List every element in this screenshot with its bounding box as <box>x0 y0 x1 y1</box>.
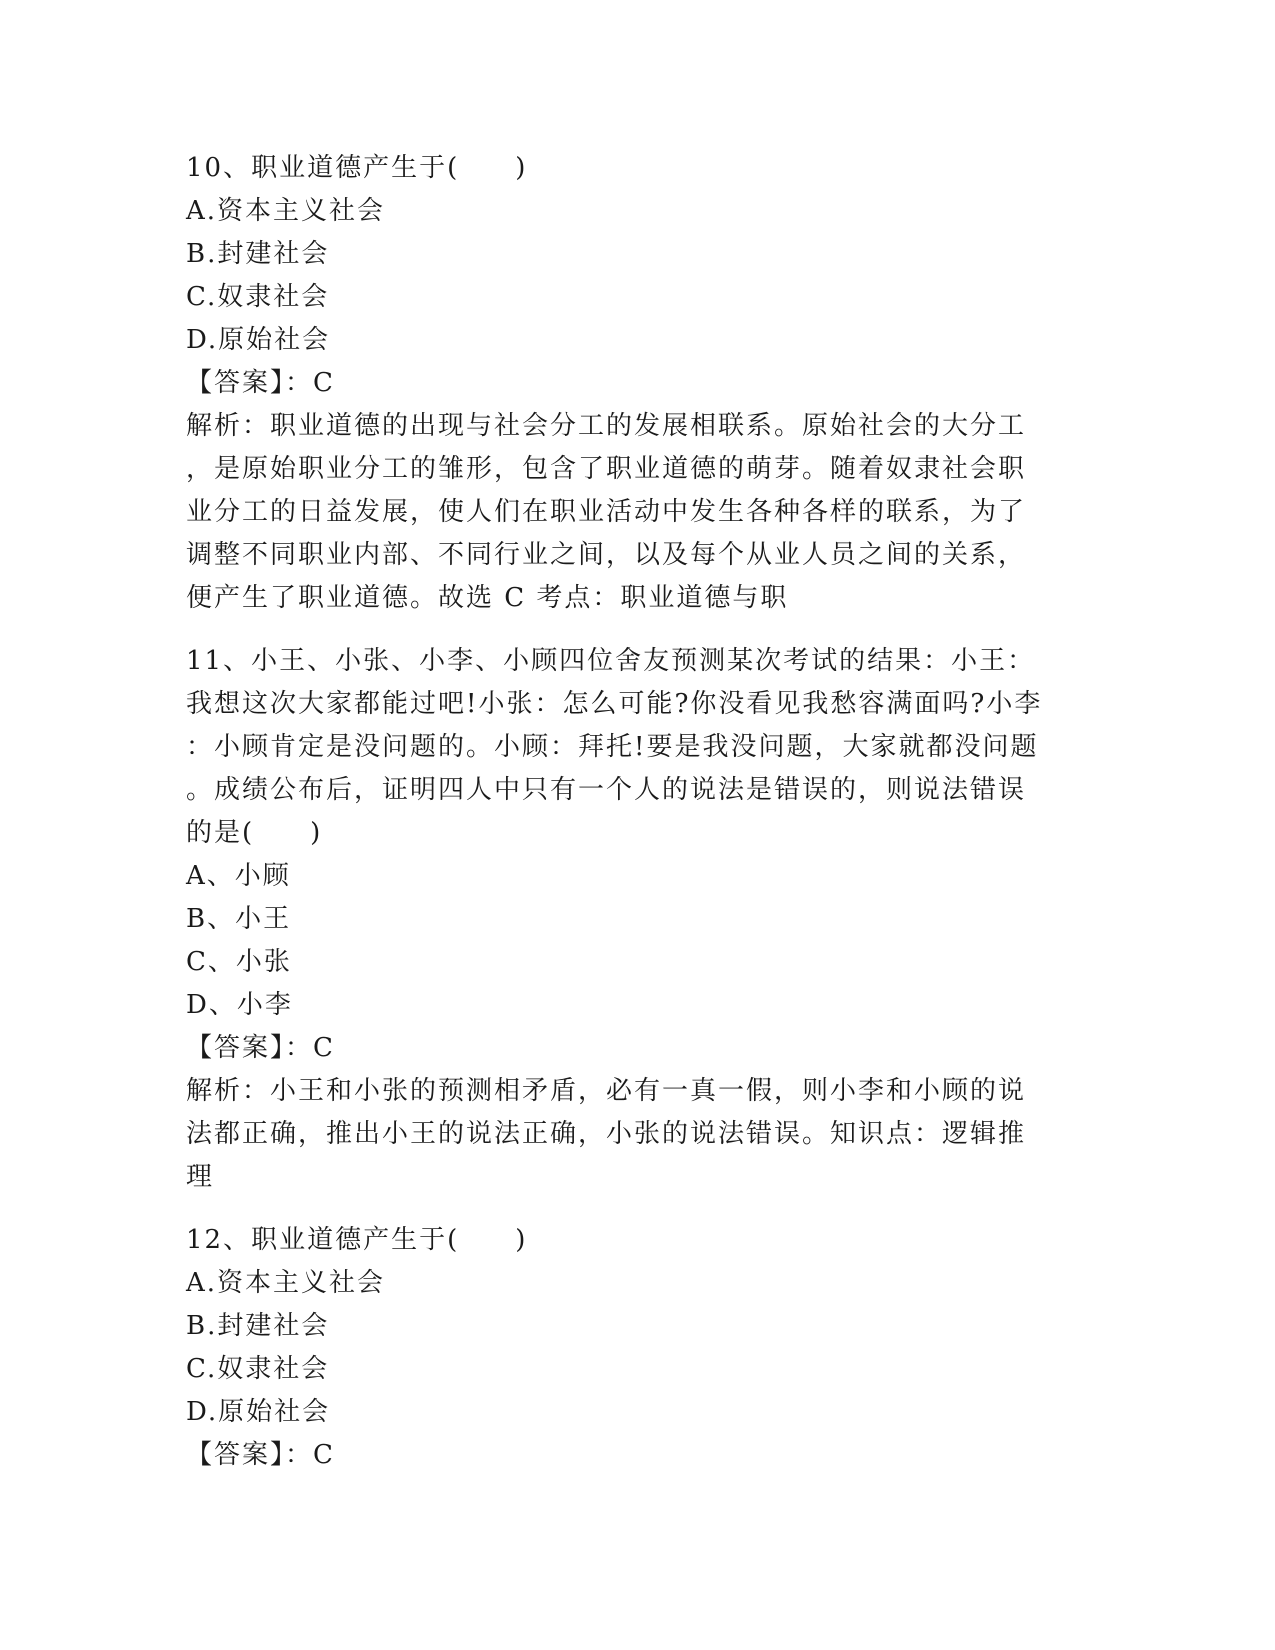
answer-line: 【答案】：C <box>186 368 335 398</box>
option-d: D.原始社会 <box>186 325 331 355</box>
document-content <box>186 147 1066 1477</box>
option-b: B.封建社会 <box>186 239 330 269</box>
question-spacer <box>186 620 1066 640</box>
option-c: C、小张 <box>186 947 292 977</box>
explanation-line: 解析：职业道德的出现与社会分工的发展相联系。原始社会的大分工 <box>186 411 1027 441</box>
explanation-line: 解析：小王和小张的预测相矛盾，必有一真一假，则小李和小顾的说 <box>186 1076 1027 1106</box>
option-b: B、小王 <box>186 904 292 934</box>
option-d: D、小李 <box>186 990 293 1020</box>
option-b: B.封建社会 <box>186 1311 330 1341</box>
option-d: D.原始社会 <box>186 1397 331 1427</box>
option-a: A、小顾 <box>186 861 291 891</box>
explanation-line: 理 <box>186 1162 215 1192</box>
question-11 <box>186 640 1066 1199</box>
question-10 <box>186 147 1066 620</box>
option-a: A.资本主义社会 <box>186 1268 386 1298</box>
question-stem: 12、职业道德产生于( ) <box>186 1225 528 1255</box>
question-stem: 我想这次大家都能过吧!小张：怎么可能?你没看见我愁容满面吗?小李 <box>186 689 1043 719</box>
question-stem: ：小顾肯定是没问题的。小顾：拜托!要是我没问题，大家就都没问题 <box>186 732 1039 762</box>
option-a: A.资本主义社会 <box>186 196 386 226</box>
explanation-line: 便产生了职业道德。故选 C 考点：职业道德与职 <box>186 583 789 613</box>
option-c: C.奴隶社会 <box>186 1354 330 1384</box>
question-12 <box>186 1219 1066 1477</box>
answer-line: 【答案】：C <box>186 1033 335 1063</box>
question-spacer <box>186 1199 1066 1219</box>
question-stem: 。成绩公布后，证明四人中只有一个人的说法是错误的，则说法错误 <box>186 775 1027 805</box>
explanation-line: ，是原始职业分工的雏形，包含了职业道德的萌芽。随着奴隶社会职 <box>186 454 1027 484</box>
explanation-line: 业分工的日益发展，使人们在职业活动中发生各种各样的联系，为了 <box>186 497 1027 527</box>
answer-line: 【答案】：C <box>186 1440 335 1470</box>
question-stem: 11、小王、小张、小李、小顾四位舍友预测某次考试的结果：小王： <box>186 646 1036 676</box>
question-stem: 10、职业道德产生于( ) <box>186 153 528 183</box>
question-stem: 的是( ) <box>186 818 323 848</box>
explanation-line: 法都正确，推出小王的说法正确，小张的说法错误。知识点：逻辑推 <box>186 1119 1027 1149</box>
option-c: C.奴隶社会 <box>186 282 330 312</box>
explanation-line: 调整不同职业内部、不同行业之间，以及每个从业人员之间的关系， <box>186 540 1027 570</box>
